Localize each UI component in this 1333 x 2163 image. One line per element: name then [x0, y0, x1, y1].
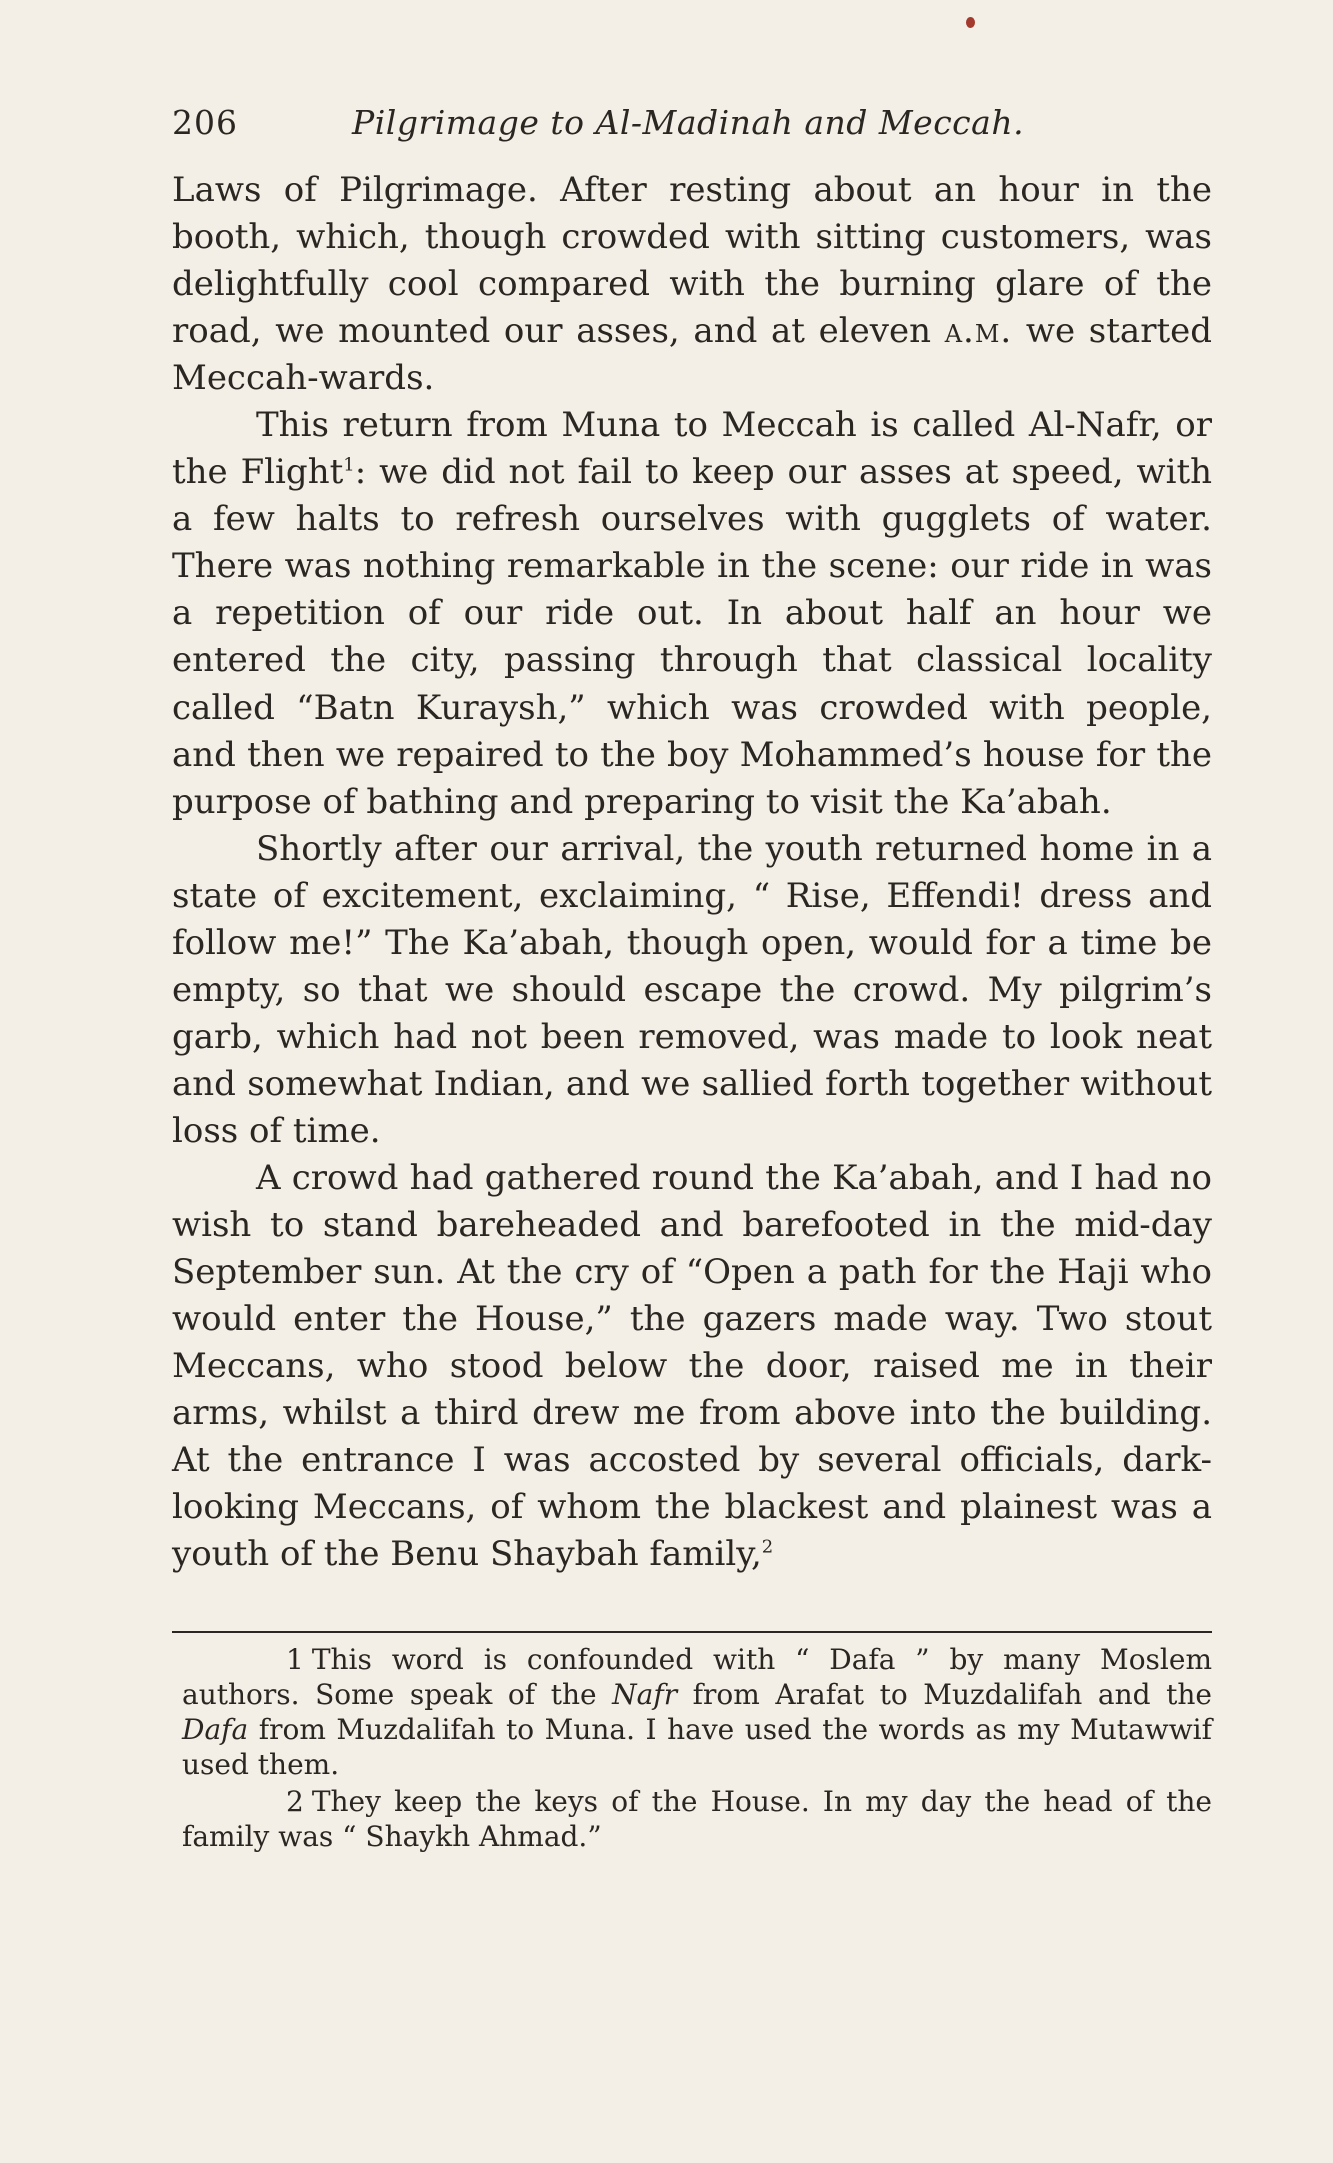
footnote	[182, 1784, 1212, 1854]
footnote-marker: 2	[286, 1785, 304, 1818]
paragraph-text: we started Meccah-wards.	[172, 311, 1212, 399]
body-text	[172, 167, 1212, 1578]
running-head	[172, 98, 1212, 148]
paragraph-text: This return from Muna to Meccah is called Al-Nafr, or the Flight	[172, 405, 1212, 493]
running-title: Pilgrimage to Al-Madinah and Meccah.	[352, 103, 1025, 142]
footnote-reference: 2	[761, 1537, 774, 1559]
paragraph	[172, 402, 1212, 825]
paragraph-text: A crowd had gathered round the Ka’abah, and I had no wish to stand bareheaded and barefooted in the mid-day September sun. At the cry of “Open a path for the Haji who would enter the House,” the gazers made way. Two stout Meccans, who stood below the door, raised me in their arms, whilst a third drew me from above into the building. At the entrance I was accosted by several officials, dark-looking Meccans, of whom the blackest and plainest was a youth of the Benu Shaybah family,	[172, 1157, 1212, 1575]
footnote-text: from Arafat to Muzdalifah and the	[677, 1678, 1212, 1711]
footnote-text: They keep the keys of the House. In my day the head of the family was “ Shaykh Ahmad.”	[182, 1785, 1212, 1853]
footnote-term: Nafr	[612, 1678, 678, 1711]
page-number: 206	[172, 103, 238, 142]
footnote	[182, 1642, 1212, 1782]
footnotes	[182, 1642, 1212, 1854]
footnote-text: from Muzdalifah to Muna. I have used the words as my Mutawwif used them.	[182, 1713, 1212, 1781]
footnote-text: This word is confounded with “ Dafa ” by many Moslem authors. Some speak of the	[182, 1643, 1212, 1711]
paragraph-text: : we did not fail to keep our asses at speed, with a few halts to refresh ourselves with gugglets of water. There was nothing remarkable in the scene: our ride in was a repetition of our ride out. In about half an hour we entered the city, passing through that classical locality called “Batn Kuraysh,” which was crowded with people, and then we repaired to the boy Mohammed’s house for the purpose of bathing and preparing to visit the Ka’abah.	[172, 452, 1213, 822]
footnote-marker: 1	[286, 1643, 304, 1676]
paragraph	[172, 167, 1212, 402]
footnote-reference: 1	[343, 454, 355, 476]
time-abbreviation: a.m.	[944, 311, 1013, 352]
paragraph-text: Laws of Pilgrimage. After resting about an hour in the booth, which, though crowded with sitting customers, was delightfully cool compared with the burning glare of the road, we mounted our asses, and at eleven	[172, 170, 1212, 352]
footnote-term: Dafa	[182, 1713, 249, 1746]
ink-speck	[966, 17, 975, 28]
paragraph: Shortly after our arrival, the youth returned home in a state of excitement, exclaiming, “ Rise, Effendi! dress and follow me!” The Ka’abah, though open, would for a time be empty, so that we should escape the crowd. My pilgrim’s garb, which had not been removed, was made to look neat and somewhat Indian, and we sallied forth together without loss of time.	[172, 828, 1212, 1151]
footnote-divider	[172, 1631, 1212, 1633]
paragraph	[172, 1155, 1212, 1578]
